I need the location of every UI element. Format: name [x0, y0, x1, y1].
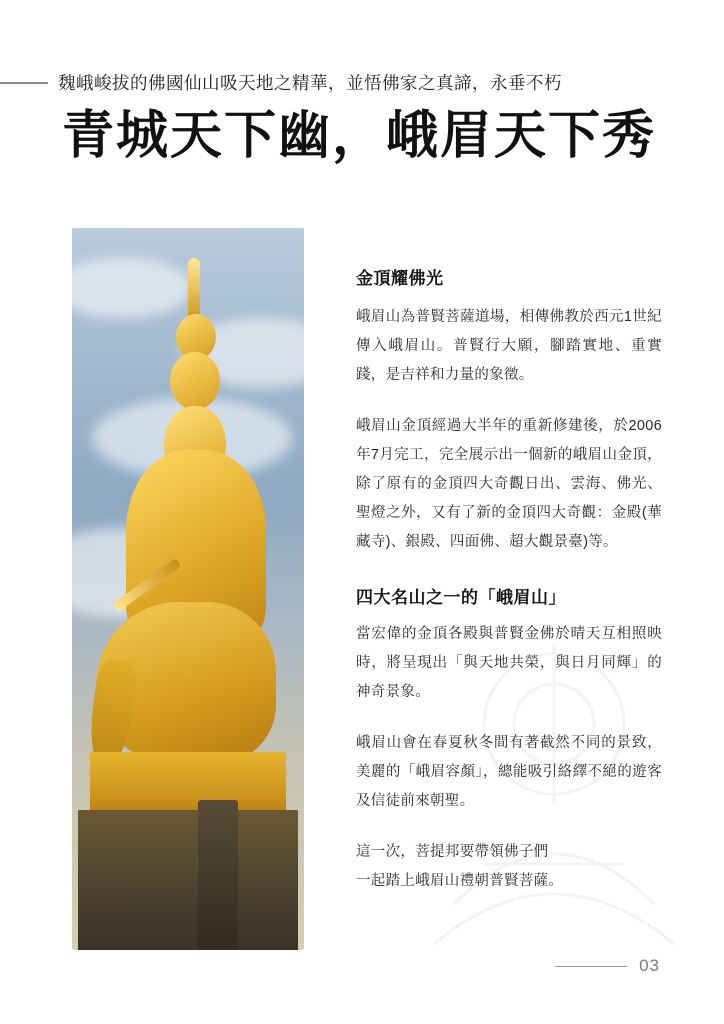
- section-heading-2: 四大名山之一的「峨眉山」: [356, 588, 566, 607]
- kicker-row: [0, 70, 724, 95]
- page-number: 03: [639, 956, 660, 975]
- paragraph: 一起踏上峨眉山禮朝普賢菩薩。: [356, 873, 564, 889]
- golden-buddha-statue: [72, 228, 304, 950]
- paragraph: 峨眉山會在春夏秋冬間有著截然不同的景致，美麗的「峨眉容顏」，總能吸引絡繹不絕的遊客及信徒前來朝聖。: [356, 735, 662, 809]
- statue-base: [78, 810, 298, 950]
- section-heading-1: 金頂耀佛光: [356, 269, 444, 288]
- paragraph: 當宏偉的金頂各殿與普賢金佛於晴天互相照映時，將呈現出「與天地共榮，與日月同輝」的神奇景象。: [356, 626, 662, 700]
- page-footer: [555, 956, 660, 976]
- paragraph: 峨眉山為普賢菩薩道場，相傳佛教於西元1世紀傳入峨眉山。普賢行大願，腳踏實地、重實踐，是吉祥和力量的象徵。: [356, 309, 662, 383]
- statue-spire: [188, 258, 200, 320]
- photo-column: [72, 228, 304, 950]
- page-title: 青城天下幽，峨眉天下秀: [62, 107, 657, 165]
- kicker-rule: [0, 82, 48, 84]
- page-header: [0, 70, 724, 165]
- kicker-text: 魏峨峻拔的佛國仙山吸天地之精華，並悟佛家之真諦，永垂不朽: [58, 73, 562, 93]
- paragraph: 這一次，菩提邦要帶領佛子們: [356, 844, 549, 860]
- foreground-post: [198, 800, 238, 950]
- page-content: [0, 228, 724, 958]
- statue-middle-head: [170, 352, 220, 410]
- paragraph: 峨眉山金頂經過大半年的重新修建後，於2006年7月完工，完全展示出一個新的峨眉山金頂，除了原有的金頂四大奇觀日出、雲海、佛光、聖燈之外，又有了新的金頂四大奇觀：金殿(華藏寺)、銀殿、四面佛、超大觀景臺)等。: [356, 418, 662, 550]
- footer-rule: [555, 966, 627, 967]
- statue-photo: [72, 228, 304, 950]
- text-column: [356, 264, 662, 896]
